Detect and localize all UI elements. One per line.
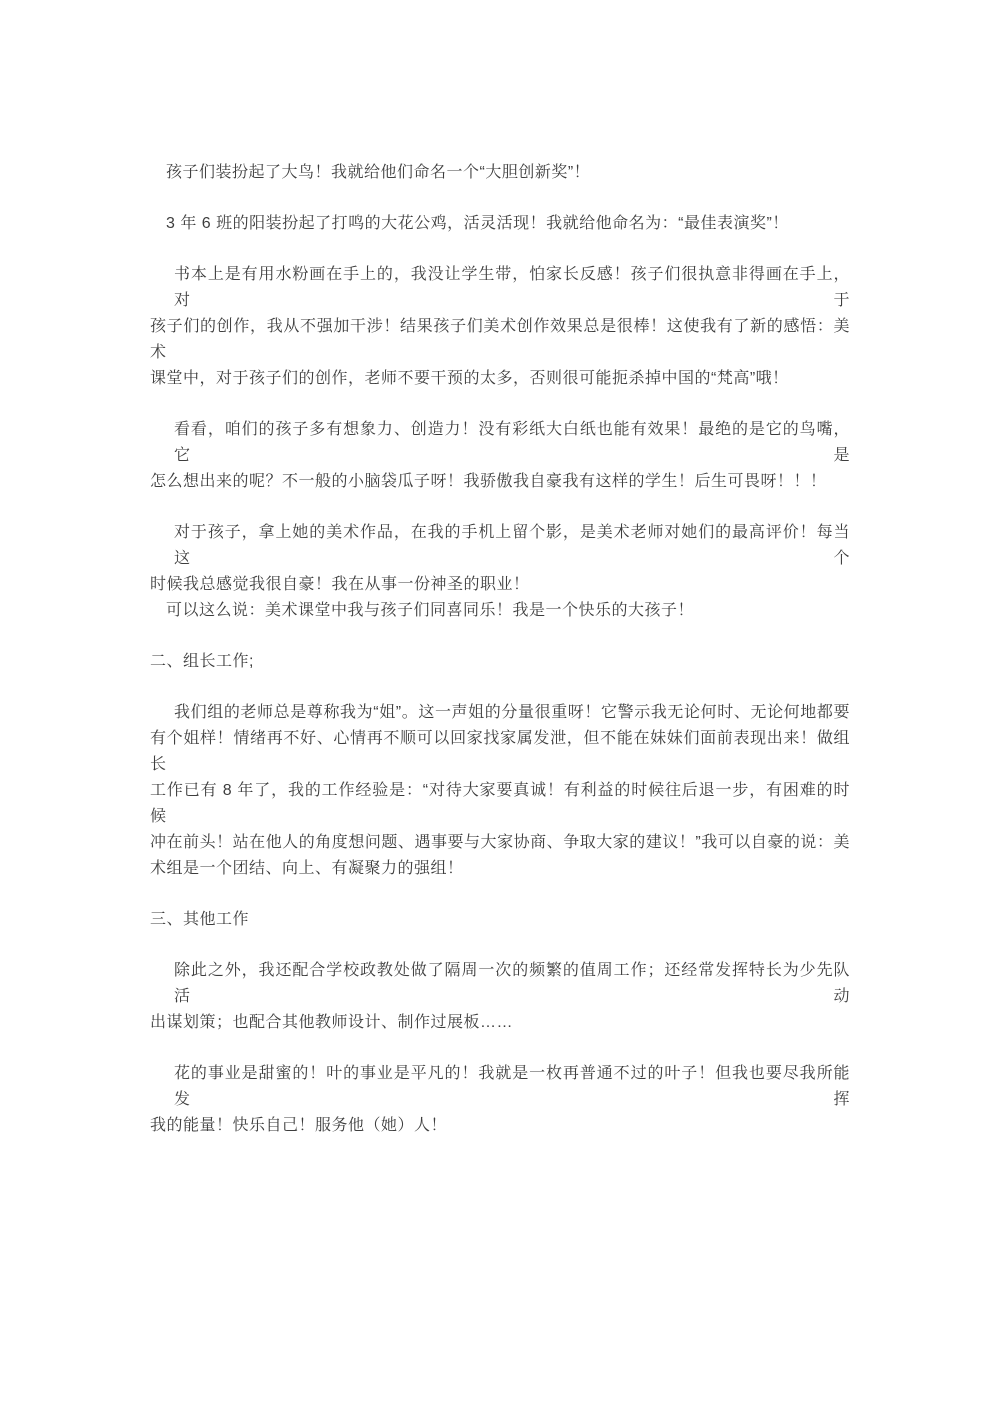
paragraph <box>150 211 850 237</box>
paragraph <box>150 160 850 186</box>
text-line: 我的能量！快乐自己！服务他（她）人！ <box>150 1117 448 1134</box>
paragraph <box>150 262 850 392</box>
text-line: 怎么想出来的呢？不一般的小脑袋瓜子呀！我骄傲我自豪我有这样的学生！后生可畏呀！！！ <box>150 473 827 490</box>
text-line: 对于孩子，拿上她的美术作品，在我的手机上留个影，是美术老师对她们的最高评价！每当这个 <box>174 524 850 567</box>
paragraph <box>150 700 850 882</box>
text-line: 冲在前头！站在他人的角度想问题、遇事要与大家协商、争取大家的建议！”我可以自豪的说：美 <box>150 834 850 851</box>
text-line: 术组是一个团结、向上、有凝聚力的强组！ <box>150 860 464 877</box>
text-line: 花的事业是甜蜜的！叶的事业是平凡的！我就是一枚再普通不过的叶子！但我也要尽我所能发挥 <box>174 1065 850 1108</box>
text-line: 时候我总感觉我很自豪！我在从事一份神圣的职业！ <box>150 576 530 593</box>
text-line: 看看，咱们的孩子多有想象力、创造力！没有彩纸大白纸也能有效果！最绝的是它的鸟嘴，它是 <box>174 421 850 464</box>
paragraph <box>150 520 850 624</box>
document-text-body <box>150 160 850 1139</box>
text-line: 孩子们的创作，我从不强加干涉！结果孩子们美术创作效果总是很棒！这使我有了新的感悟：美术 <box>150 318 850 361</box>
section-heading <box>150 907 850 933</box>
text-line: 3 年 6 班的阳装扮起了打鸣的大花公鸡，活灵活现！我就给他命名为：“最佳表演奖”！ <box>166 215 789 232</box>
text-line: 除此之外，我还配合学校政教处做了隔周一次的频繁的值周工作；还经常发挥特长为少先队活动 <box>174 962 850 1005</box>
paragraph <box>150 1061 850 1139</box>
paragraph <box>150 417 850 495</box>
text-line: 孩子们装扮起了大鸟！我就给他们命名一个“大胆创新奖”！ <box>166 164 591 181</box>
text-line: 三、其他工作 <box>150 911 250 928</box>
text-line: 可以这么说：美术课堂中我与孩子们同喜同乐！我是一个快乐的大孩子！ <box>166 602 695 619</box>
text-line: 课堂中，对于孩子们的创作，老师不要干预的太多，否则很可能扼杀掉中国的“梵高”哦！ <box>150 370 789 387</box>
text-line: 我们组的老师总是尊称我为“姐”。这一声姐的分量很重呀！它警示我无论何时、无论何地都要 <box>174 704 850 721</box>
text-line: 出谋划策；也配合其他教师设计、制作过展板…… <box>150 1014 514 1031</box>
text-line: 有个姐样！情绪再不好、心情再不顺可以回家找家属发泄，但不能在妹妹们面前表现出来！做组长 <box>150 730 850 773</box>
paragraph <box>150 958 850 1036</box>
section-heading <box>150 649 850 675</box>
text-line: 工作已有 8 年了，我的工作经验是：“对待大家要真诚！有利益的时候往后退一步，有困难的时候 <box>150 782 850 825</box>
text-line: 二、组长工作; <box>150 653 254 670</box>
text-line: 书本上是有用水粉画在手上的，我没让学生带，怕家长反感！孩子们很执意非得画在手上，对于 <box>174 266 850 309</box>
